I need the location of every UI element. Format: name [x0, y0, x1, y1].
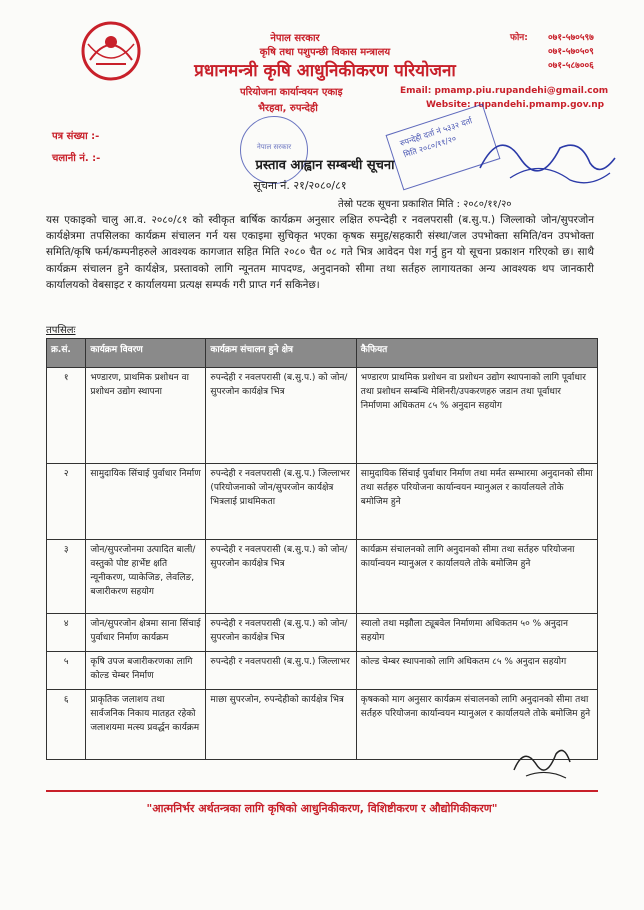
cell-area: रुपन्देही र नवलपरासी (ब.सु.प.) को जोन/सुपरजोन कार्यक्षेत्र भित्र	[206, 614, 356, 652]
col-program: कार्यक्रम विवरण	[86, 339, 206, 368]
publication-date: तेस्रो पटक सूचना प्रकाशित मिति : २०८०/११/२०	[338, 199, 512, 210]
email-address: Email: pmamp.piu.rupandehi@gmail.com	[400, 86, 609, 96]
letter-number-label: पत्र संख्या :-	[52, 131, 100, 142]
table-row	[47, 540, 598, 614]
cell-program: जोन/सुपरजोनमा उत्पादित बाली/वस्तुको पोष्ट हार्भेष्ट क्षति न्यूनीकरण, प्याकेजिङ, लेवलिङ, बजारीकरण सहयोग	[86, 540, 206, 614]
cell-remarks: भण्डारण प्राथमिक प्रशोधन वा प्रशोधन उद्योग स्थापनाको लागि पूर्वाधार तथा प्रशोधन सम्बन्धि मेशिनरी/उपकरणहरु जडान तथा पूर्वाधार निर्माणमा अधिकतम ८५ % अनुदान सहयोग	[356, 368, 597, 464]
cell-program: सामुदायिक सिंचाई पुर्वाधार निर्माण	[86, 464, 206, 540]
cell-remarks: कार्यक्रम संचालनको लागि अनुदानको सीमा तथा सर्तहरु परियोजना कार्यान्वयन म्यानुअल र कार्यालयले तोके बमोजिम हुने	[356, 540, 597, 614]
cell-program: भण्डारण, प्राथमिक प्रशोधन वा प्रशोधन उद्योग स्थापना	[86, 368, 206, 464]
cell-program: कृषि उपज बजारीकरणका लागि कोल्ड चेम्बर निर्माण	[86, 652, 206, 690]
footer-slogan: "आत्मनिर्भर अर्थतन्त्रका लागि कृषिको आधुनिकीकरण, विशिष्टीकरण र औद्योगिकीकरण"	[146, 802, 498, 815]
cell-serial: ६	[47, 690, 86, 760]
table-row	[47, 652, 598, 690]
cell-area: माछा सुपरजोन, रुपन्देहीको कार्यक्षेत्र भित्र	[206, 690, 356, 760]
official-signature	[506, 740, 576, 786]
website-address: Website: rupandehi.pmamp.gov.np	[426, 100, 605, 110]
notice-title: प्रस्ताव आह्वान सम्बन्धी सूचना	[255, 158, 395, 173]
phone-number-3: ०७१-५८७००६	[548, 61, 594, 71]
office-location: भैरहवा, रुपन्देही	[258, 103, 318, 114]
cell-remarks: कृषकको माग अनुसार कार्यक्रम संचालनको लागि अनुदानको सीमा तथा सर्तहरु परियोजना कार्यान्वयन म्यानुअल र कार्यालयले तोके बमोजिम हुने	[356, 690, 597, 760]
received-stamp-text: रुपन्देही दर्ता नं ५३३२ दर्ता मिति २०८०/११/२०	[398, 116, 474, 160]
table-row	[47, 614, 598, 652]
cell-serial: ५	[47, 652, 86, 690]
notice-body: यस एकाइको चालु आ.व. २०८०/८१ को स्वीकृत बार्षिक कार्यक्रम अनुसार लक्षित रुपन्देही र नवलपरासी (ब.सु.प.) जिल्लाको जोन/सुपरजोन कार्यक्षेत्रमा तपसिलका कार्यक्रम संचालन गर्न यस एकाइमा सुचिकृत भएका कृषक समुह/सहकारी संस्था/जल उपभोक्ता समिति/वन उपभोक्ता समिति/कृषि फर्म/कम्पनीहरुले आवश्यक कागजात सहित मिति २०८० चैत ०८ गते भित्र आवेदन पेश गर्नु हुन यो सूचना प्रकाशन गरिएको छ। साथै कार्यक्रम संचालन हुने कार्यक्षेत्र, प्रस्तावको लागि न्यूनतम मापदण्ड, अनुदानको सीमा तथा सर्तहरु लागायतका अन्य आवश्यक थप जानकारी कार्यालयको वेबसाइट र कार्यालयमा प्रत्यक्ष सम्पर्क गरी प्राप्त गर्न सकिनेछ।	[46, 214, 594, 291]
stamp-text: नेपाल सरकार	[256, 143, 292, 151]
cell-serial: ४	[47, 614, 86, 652]
office-round-stamp	[240, 116, 308, 184]
cell-area: रुपन्देही र नवलपरासी (ब.सु.प.) जिल्लाभर (परियोजनाको जोन/सुपरजोन कार्यक्षेत्र भित्रलाई प्राथमिकता	[206, 464, 356, 540]
government-name: नेपाल सरकार	[270, 33, 320, 44]
table-header-row	[47, 339, 598, 368]
footer-divider	[46, 790, 598, 792]
cell-remarks: स्यालो तथा मझौला ट्यूबवेल निर्माणमा अधिकतम ५० % अनुदान सहयोग	[356, 614, 597, 652]
program-table	[46, 338, 598, 760]
cell-area: रुपन्देही र नवलपरासी (ब.सु.प.) को जोन/सुपरजोन कार्यक्षेत्र भित्र	[206, 368, 356, 464]
col-remarks: कैफियत	[356, 339, 597, 368]
ministry-name: कृषि तथा पशुपन्छी विकास मन्त्रालय	[259, 47, 391, 58]
phone-label: फोन:	[510, 33, 528, 43]
col-serial: क्र.सं.	[47, 339, 86, 368]
table-row	[47, 464, 598, 540]
table-row	[47, 368, 598, 464]
cell-remarks: सामुदायिक सिंचाई पुर्वाधार निर्माण तथा मर्मत सम्भारमा अनुदानको सीमा तथा सर्तहरु परियोजना कार्यान्वयन म्यानुअल र कार्यालयले तोके बमोजिम हुने	[356, 464, 597, 540]
project-name: प्रधानमन्त्री कृषि आधुनिकीकरण परियोजना	[194, 61, 456, 81]
cell-area: रुपन्देही र नवलपरासी (ब.सु.प.) जिल्लाभर	[206, 652, 356, 690]
cell-area: रुपन्देही र नवलपरासी (ब.सु.प.) को जोन/सुपरजोन कार्यक्षेत्र भित्र	[206, 540, 356, 614]
notice-number: सूचना नं. २१/२०८०/८१	[253, 179, 347, 192]
signature	[470, 118, 620, 198]
unit-name: परियोजना कार्यान्वयन एकाइ	[240, 87, 343, 98]
phone-number-2: ०७१-५७०५०९	[548, 47, 594, 57]
cell-program: प्राकृतिक जलाशय तथा सार्वजनिक निकाय मातहत रहेको जलाशयमा मत्स्य प्रवर्द्धन कार्यक्रम	[86, 690, 206, 760]
cell-serial: ३	[47, 540, 86, 614]
dispatch-number-label: चलानी नं. :-	[52, 153, 101, 164]
nepal-government-emblem	[78, 20, 144, 82]
phone-number-1: ०७१-५७०५९७	[548, 33, 594, 43]
cell-remarks: कोल्ड चेम्बर स्थापनाको लागि अधिकतम ८५ % अनुदान सहयोग	[356, 652, 597, 690]
cell-serial: २	[47, 464, 86, 540]
cell-program: जोन/सुपरजोन क्षेत्रमा साना सिंचाई पुर्वाधार निर्माण कार्यक्रम	[86, 614, 206, 652]
details-label: तपसिलः	[46, 325, 76, 336]
cell-serial: १	[47, 368, 86, 464]
col-area: कार्यक्रम संचालन हुने क्षेत्र	[206, 339, 356, 368]
